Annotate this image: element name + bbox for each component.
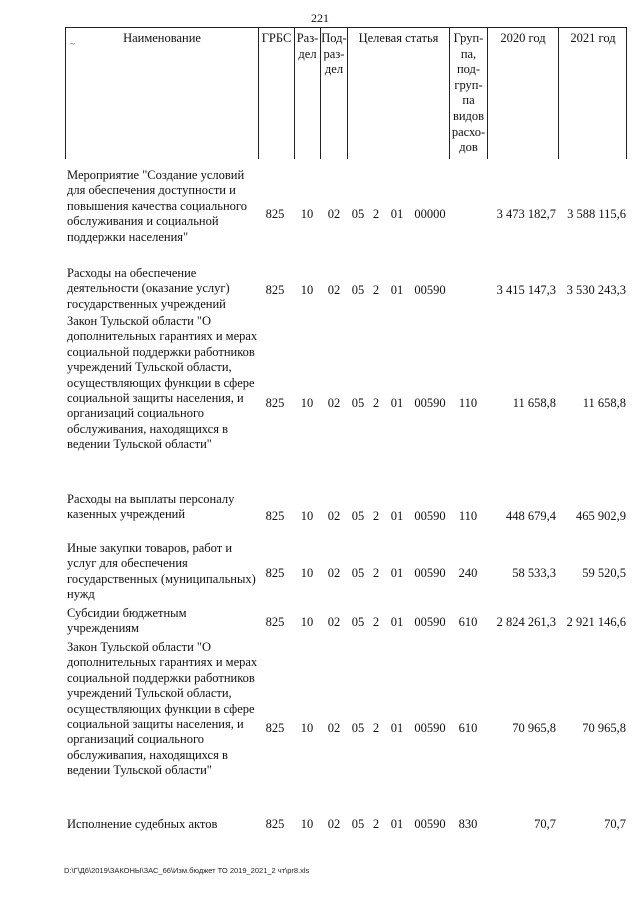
cell-target-1: 05: [351, 207, 365, 221]
cell-target-4: 00000: [414, 207, 446, 221]
cell-razdel: 10: [300, 615, 314, 629]
cell-razdel: 10: [300, 283, 314, 297]
cell-target-4: 00590: [414, 721, 446, 735]
cell-target-3: 01: [390, 509, 404, 523]
cell-grbs: 825: [265, 615, 285, 629]
cell-grbs: 825: [265, 721, 285, 735]
header-target-article: Целевая статья: [358, 31, 439, 45]
cell-value-2021: 11 658,8: [582, 396, 626, 410]
cell-value-2020: 11 658,8: [512, 396, 556, 410]
cell-target-2: 2: [372, 721, 380, 735]
cell-target-3: 01: [390, 566, 404, 580]
cell-podrazdel: 02: [327, 721, 341, 735]
cell-grbs: 825: [265, 509, 285, 523]
column-divider: [487, 27, 488, 159]
cell-expense-group: 830: [458, 817, 478, 831]
cell-value-2020: 58 533,3: [512, 566, 556, 580]
cell-target-4: 00590: [414, 817, 446, 831]
cell-target-3: 01: [390, 283, 404, 297]
cell-expense-group: 110: [458, 509, 478, 523]
cell-target-2: 2: [372, 283, 380, 297]
cell-target-2: 2: [372, 615, 380, 629]
header-year-2021: 2021 год: [570, 31, 616, 45]
cell-grbs: 825: [265, 283, 285, 297]
column-divider: [347, 27, 348, 159]
cell-value-2020: 70,7: [534, 817, 556, 831]
header-grbs: ГРБС: [261, 31, 292, 45]
cell-target-1: 05: [351, 615, 365, 629]
cell-razdel: 10: [300, 566, 314, 580]
cell-value-2021: 3 530 243,3: [566, 283, 626, 297]
page-number: 221: [311, 11, 329, 25]
cell-value-2020: 2 824 261,3: [496, 615, 556, 629]
row-name: Закон Тульской области "О дополнительных гарантиях и мерах социальной поддержки работников учреждений Тульской области, осуществляющих функции в сфере социальной защиты населения, и организаций социального обслуживания, находящихся в ведении Тульской области": [67, 314, 258, 452]
cell-target-1: 05: [351, 283, 365, 297]
cell-value-2021: 70 965,8: [582, 721, 626, 735]
cell-podrazdel: 02: [327, 817, 341, 831]
cell-razdel: 10: [300, 509, 314, 523]
cell-grbs: 825: [265, 207, 285, 221]
row-name: Расходы на выплаты персоналу казенных учреждений: [67, 492, 235, 522]
header-year-2020: 2020 год: [500, 31, 546, 45]
cell-target-2: 2: [372, 509, 380, 523]
cell-expense-group: 610: [458, 721, 478, 735]
cell-target-2: 2: [372, 817, 380, 831]
cell-expense-group: 240: [458, 566, 478, 580]
cell-grbs: 825: [265, 396, 285, 410]
cell-value-2021: 70,7: [604, 817, 626, 831]
cell-target-1: 05: [351, 566, 365, 580]
cell-value-2020: 3 473 182,7: [496, 207, 556, 221]
cell-target-2: 2: [372, 566, 380, 580]
cell-grbs: 825: [265, 566, 285, 580]
column-divider: [258, 27, 259, 159]
cell-value-2021: 465 902,9: [576, 509, 626, 523]
cell-target-3: 01: [390, 396, 404, 410]
cell-podrazdel: 02: [327, 207, 341, 221]
cell-value-2020: 448 679,4: [506, 509, 556, 523]
cell-target-3: 01: [390, 817, 404, 831]
header-razdel: Раз- дел: [296, 31, 319, 61]
cell-podrazdel: 02: [327, 615, 341, 629]
cell-expense-group: 110: [458, 396, 478, 410]
cell-expense-group: 610: [458, 615, 478, 629]
cell-target-4: 00590: [414, 566, 446, 580]
header-podrazdel: Под- раз- дел: [321, 31, 347, 77]
cell-target-3: 01: [390, 721, 404, 735]
header-name: Наименование: [123, 31, 201, 45]
cell-value-2021: 59 520,5: [582, 566, 626, 580]
cell-target-4: 00590: [414, 396, 446, 410]
cell-podrazdel: 02: [327, 396, 341, 410]
cell-target-2: 2: [372, 207, 380, 221]
file-path-footer: D:\Г\Д6\2019\ЗАКОНЫ\ЗАС_66\Изм.бюджет ТО 2019_2021_2 чт\pr8.xls: [64, 866, 310, 875]
header-mark: ~: [70, 39, 75, 49]
cell-podrazdel: 02: [327, 566, 341, 580]
row-name: Иные закупки товаров, работ и услуг для обеспечения государственных (муниципальных) нужд: [67, 541, 256, 602]
row-name: Субсидии бюджетным учреждениям: [67, 606, 187, 636]
row-name: Мероприятие "Создание условий для обеспечения доступности и повышения качества социального обслуживания и социальной поддержки населения": [67, 168, 247, 244]
cell-target-4: 00590: [414, 283, 446, 297]
row-name: Расходы на обеспечение деятельности (оказание услуг) государственных учреждений: [67, 266, 230, 311]
cell-value-2020: 3 415 147,3: [496, 283, 556, 297]
cell-razdel: 10: [300, 207, 314, 221]
cell-value-2020: 70 965,8: [512, 721, 556, 735]
cell-razdel: 10: [300, 817, 314, 831]
cell-target-3: 01: [390, 207, 404, 221]
cell-target-3: 01: [390, 615, 404, 629]
cell-razdel: 10: [300, 396, 314, 410]
header-expense-group: Груп- па, под- груп- па видов расхо- дов: [451, 31, 486, 155]
cell-podrazdel: 02: [327, 283, 341, 297]
cell-value-2021: 3 588 115,6: [567, 207, 626, 221]
cell-grbs: 825: [265, 817, 285, 831]
cell-target-4: 00590: [414, 615, 446, 629]
cell-value-2021: 2 921 146,6: [566, 615, 626, 629]
cell-target-1: 05: [351, 817, 365, 831]
row-name: Исполнение судебных актов: [67, 817, 218, 831]
cell-target-2: 2: [372, 396, 380, 410]
cell-target-1: 05: [351, 509, 365, 523]
cell-target-4: 00590: [414, 509, 446, 523]
column-divider: [558, 27, 559, 159]
cell-target-1: 05: [351, 396, 365, 410]
cell-podrazdel: 02: [327, 509, 341, 523]
row-name: Закон Тульской области "О дополнительных гарантиях и мерах социальной поддержки работников учреждений Тульской области, осуществляющих функции в сфере социальной защиты населения, и организаций социального обслуживапия, находящихся в ведении Тульской области": [67, 640, 258, 778]
cell-target-1: 05: [351, 721, 365, 735]
cell-razdel: 10: [300, 721, 314, 735]
